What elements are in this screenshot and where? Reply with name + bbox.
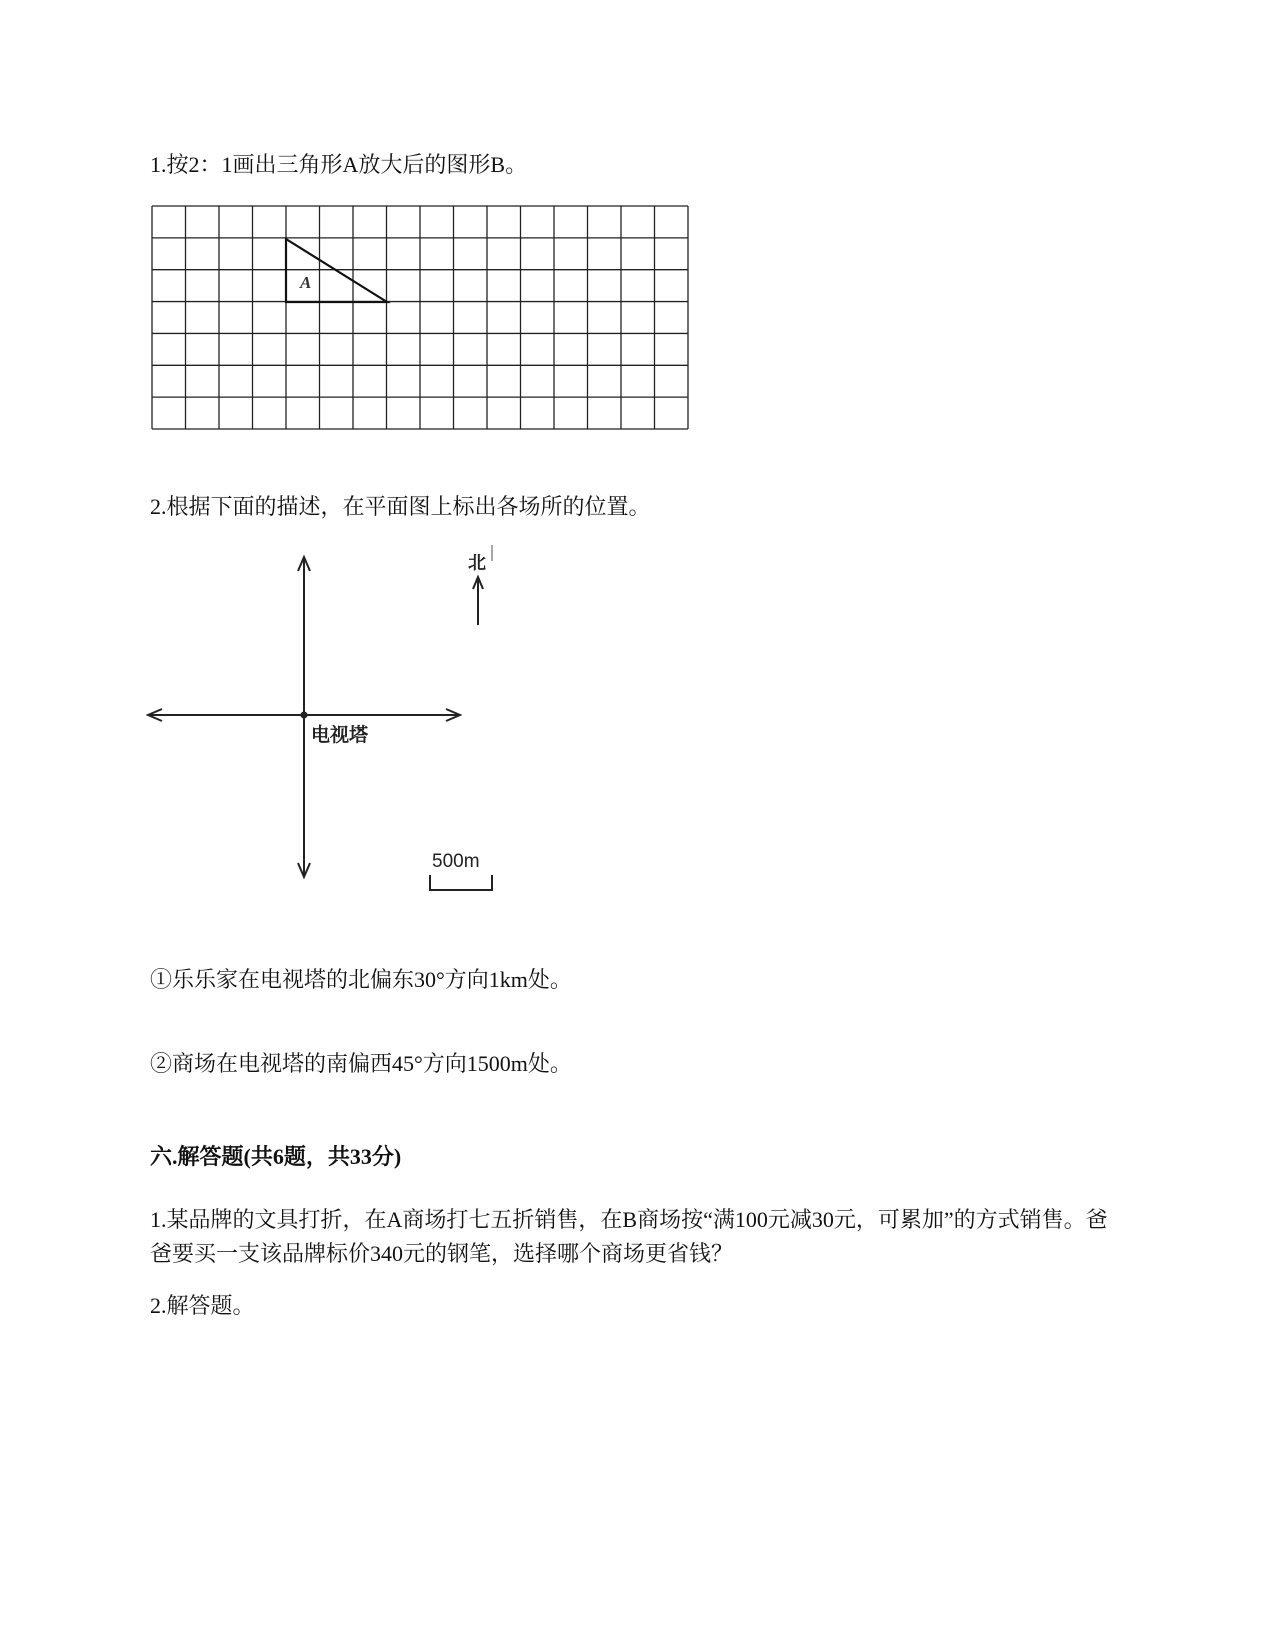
triangle-a [286, 239, 387, 302]
north-label: 北 [468, 553, 486, 574]
item-2: ②商场在电视塔的南偏西45°方向1500m处。 [150, 1051, 572, 1076]
question-6-1: 1.某品牌的文具打折，在A商场打七五折销售，在B商场按“满100元减30元，可累加”的方式销售。爸爸要买一支该品牌标价340元的钢笔，选择哪个商场更省钱？ [150, 1207, 1108, 1266]
question-5-2: 2.根据下面的描述，在平面图上标出各场所的位置。 [150, 494, 651, 519]
triangle-a-label: A [300, 273, 312, 292]
section-6-heading: 六.解答题(共6题，共33分) [150, 1144, 402, 1169]
direction-map [140, 545, 510, 905]
tv-tower-label: 电视塔 [311, 724, 369, 746]
tv-tower-point [301, 712, 308, 719]
item-1: ①乐乐家在电视塔的北偏东30°方向1km处。 [150, 967, 572, 992]
scale-label: 500m [432, 851, 480, 872]
grid-figure [152, 206, 692, 432]
question-5-1: 1.按2：1画出三角形A放大后的图形B。 [150, 152, 528, 177]
question-6-2: 2.解答题。 [150, 1293, 255, 1318]
